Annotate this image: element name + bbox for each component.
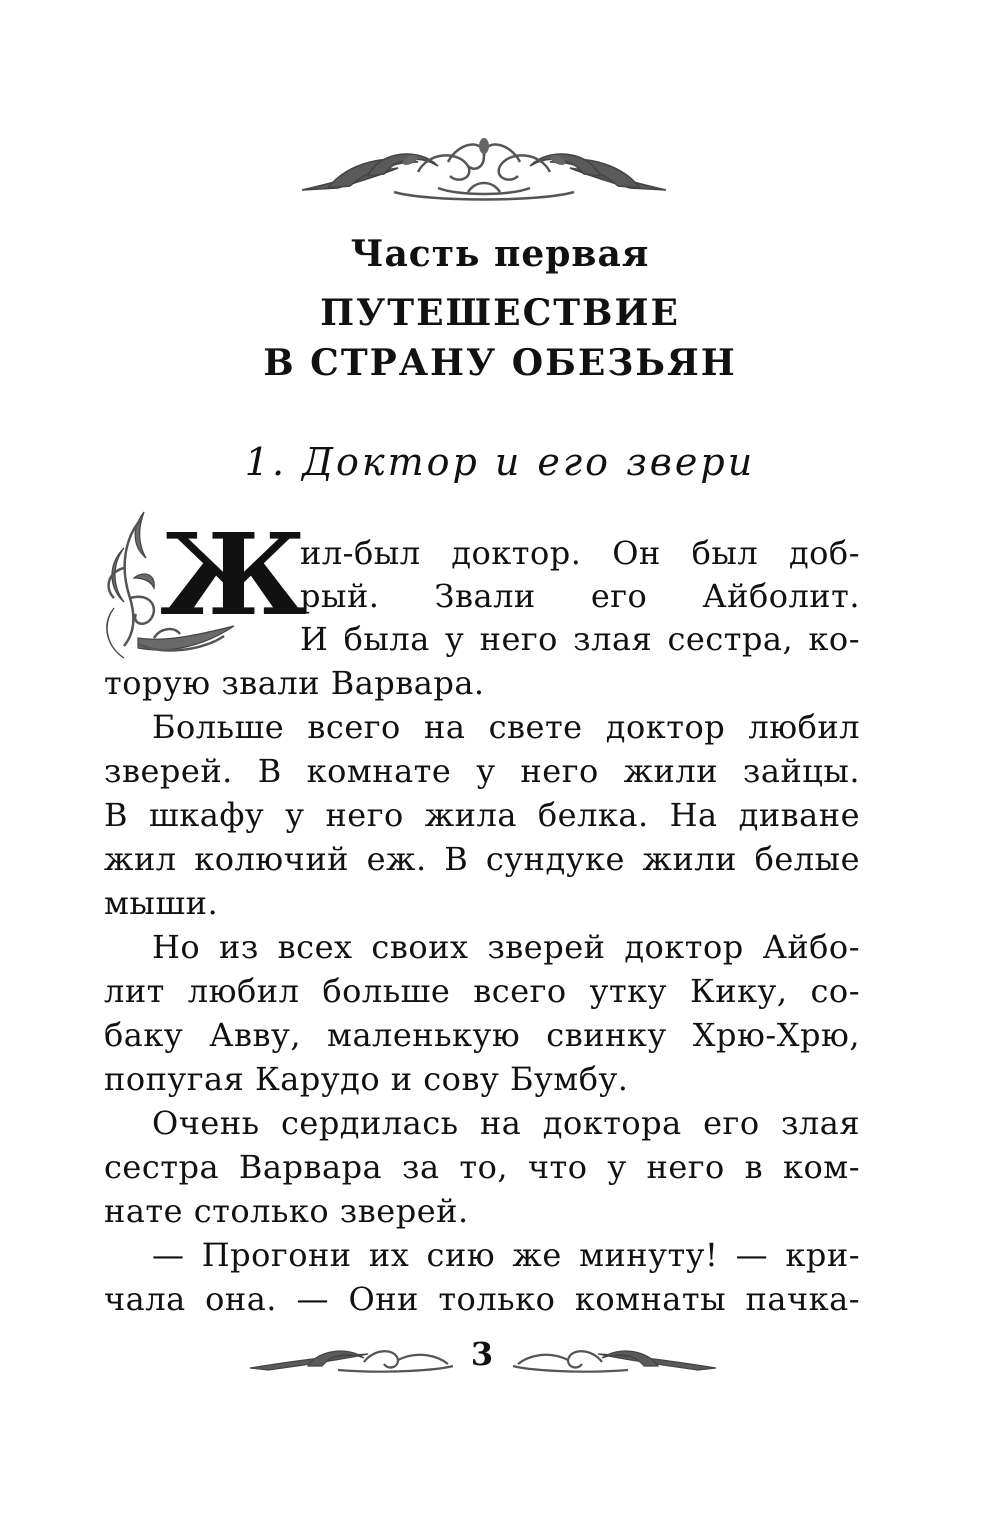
text-line: зверей. В комнате у него жили зайцы. (104, 752, 860, 790)
chapter-title: 1. Доктор и его звери (244, 440, 756, 484)
text-line: торую звали Варвара. (104, 664, 485, 702)
page-number: 3 (470, 1335, 494, 1373)
text-line: — Прогони их сию же минуту! — кри- (152, 1236, 860, 1274)
text-line: Больше всего на свете доктор любил (152, 708, 860, 746)
text-line: попугая Карудо и сову Бумбу. (104, 1060, 629, 1098)
text-line: баку Авву, маленькую свинку Хрю-Хрю, (104, 1016, 860, 1054)
text-line: Очень сердилась на доктора его злая (152, 1104, 860, 1142)
text-line: нате столько зверей. (104, 1192, 469, 1230)
text-line: И была у него злая сестра, ко- (300, 620, 860, 658)
text-line: В шкафу у него жила белка. На диване (104, 796, 860, 834)
part-title-line2: В СТРАНУ ОБЕЗЬЯН (263, 342, 737, 384)
part-label: Часть первая (350, 233, 650, 275)
text-line: чала она. — Они только комнаты пачка- (104, 1280, 860, 1318)
text-line: мыши. (104, 884, 219, 922)
top-flourish-icon (298, 132, 670, 208)
text-line: ил-был доктор. Он был доб- (300, 534, 860, 572)
part-title-line1: ПУТЕШЕСТВИЕ (320, 292, 680, 334)
text-line: лит любил больше всего утку Кику, со- (104, 972, 860, 1010)
text-line: Но из всех своих зверей доктор Айбо- (152, 928, 860, 966)
part-title (0, 288, 1000, 388)
text-line: жил колючий еж. В сундуке жили белые (104, 840, 860, 878)
text-line: рый. Звали его Айболит. (300, 577, 860, 615)
text-line: сестра Варвара за то, что у него в ком- (104, 1148, 860, 1186)
dropcap-letter: Ж (160, 510, 307, 641)
